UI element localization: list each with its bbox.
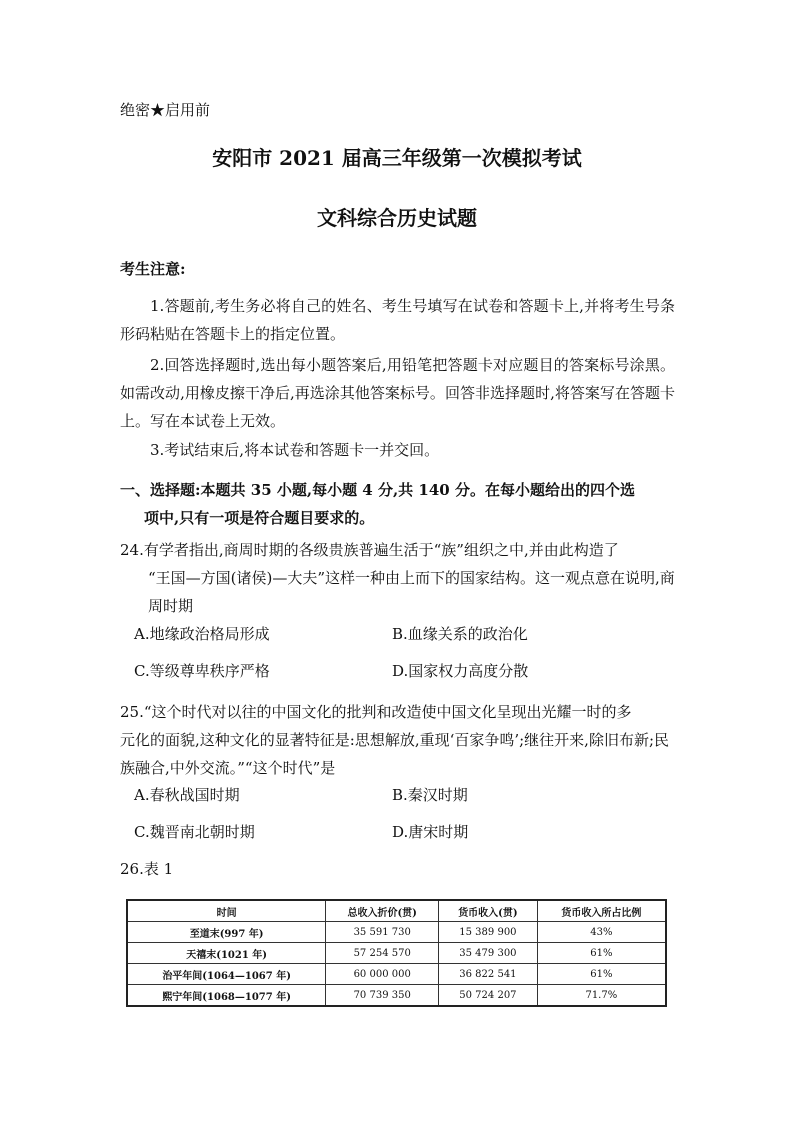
question-25-first-line bbox=[120, 698, 680, 726]
exam-subtitle: 文科综合历史试题 bbox=[317, 206, 477, 230]
question-24-number: 24. bbox=[120, 541, 144, 559]
table-header: 货币收入(贯) bbox=[439, 900, 538, 922]
notice-item-2: 2.回答选择题时,选出每小题答案后,用铅笔把答题卡对应题目的答案标号涂黑。如需改动,用橡皮擦干净后,再选涂其他答案标号。回答非选择题时,将答案写在答题卡上。写在本试卷上无效。 bbox=[120, 356, 675, 430]
table-cell: 61% bbox=[537, 964, 666, 985]
table-cell: 43% bbox=[537, 922, 666, 943]
notice-item-3: 3.考试结束后,将本试卷和答题卡一并交回。 bbox=[150, 441, 440, 459]
question-24-option-d[interactable]: D.国家权力高度分散 bbox=[392, 662, 529, 680]
table-cell: 35 479 300 bbox=[439, 943, 538, 964]
table-row bbox=[127, 985, 666, 1007]
table-row bbox=[127, 922, 666, 943]
table-cell: 50 724 207 bbox=[439, 985, 538, 1007]
question-25-stem-first: “这个时代对以往的中国文化的批判和改造使中国文化呈现出光耀一时的多 bbox=[143, 703, 632, 721]
notice-item-1: 1.答题前,考生务必将自己的姓名、考生号填写在试卷和答题卡上,并将考生号条形码粘贴在答题卡上的指定位置。 bbox=[120, 297, 675, 343]
table-cell: 61% bbox=[537, 943, 666, 964]
table-cell: 至道末(997 年) bbox=[127, 922, 326, 943]
question-24-option-a[interactable]: A.地缘政治格局形成 bbox=[134, 625, 270, 643]
table-cell: 57 254 570 bbox=[326, 943, 439, 964]
table-cell: 35 591 730 bbox=[326, 922, 439, 943]
question-24-stem-rest: “王国—方国(诸侯)—大夫”这样一种由上而下的国家结构。这一观点意在说明,商周时期 bbox=[148, 569, 675, 615]
table-cell: 70 739 350 bbox=[326, 985, 439, 1007]
question-25-option-a[interactable]: A.春秋战国时期 bbox=[134, 786, 240, 804]
question-24-stem-first: 有学者指出,商周时期的各级贵族普遍生活于“族”组织之中,并由此构造了 bbox=[143, 541, 619, 559]
notice-heading: 考生注意: bbox=[120, 260, 186, 278]
question-24-first-line bbox=[120, 536, 680, 564]
table-row bbox=[127, 943, 666, 964]
exam-title: 安阳市 2021 届高三年级第一次模拟考试 bbox=[212, 146, 582, 170]
table-header: 货币收入所占比例 bbox=[537, 900, 666, 922]
section-line-2: 项中,只有一项是符合题目要求的。 bbox=[144, 509, 375, 527]
question-25-option-b[interactable]: B.秦汉时期 bbox=[392, 786, 468, 804]
question-25-option-d[interactable]: D.唐宋时期 bbox=[392, 823, 469, 841]
table-header-row bbox=[127, 900, 666, 922]
question-24-option-b[interactable]: B.血缘关系的政治化 bbox=[392, 625, 528, 643]
table-cell: 天禧末(1021 年) bbox=[127, 943, 326, 964]
table-cell: 71.7% bbox=[537, 985, 666, 1007]
table-cell: 60 000 000 bbox=[326, 964, 439, 985]
table-cell: 15 389 900 bbox=[439, 922, 538, 943]
question-26 bbox=[120, 859, 173, 879]
question-24 bbox=[120, 536, 680, 620]
question-25-stem-rest: 元化的面貌,这种文化的显著特征是:思想解放,重现‘百家争鸣’;继往开来,除旧布新;民族融合,中外交流。”“这个时代”是 bbox=[120, 731, 670, 777]
table-cell: 熙宁年间(1068—1077 年) bbox=[127, 985, 326, 1007]
table-header: 总收入折价(贯) bbox=[326, 900, 439, 922]
table-header: 时间 bbox=[127, 900, 326, 922]
table-cell: 36 822 541 bbox=[439, 964, 538, 985]
section-instructions bbox=[120, 476, 680, 532]
question-26-stem: 表 1 bbox=[143, 860, 174, 878]
question-24-option-c[interactable]: C.等级尊卑秩序严格 bbox=[134, 662, 270, 680]
table-cell: 治平年间(1064—1067 年) bbox=[127, 964, 326, 985]
question-25 bbox=[120, 698, 680, 782]
question-25-number: 25. bbox=[120, 703, 144, 721]
section-line-1: 一、选择题:本题共 35 小题,每小题 4 分,共 140 分。在每小题给出的四个选 bbox=[120, 481, 635, 499]
revenue-table bbox=[126, 899, 667, 1007]
question-25-option-c[interactable]: C.魏晋南北朝时期 bbox=[134, 823, 255, 841]
question-26-number: 26. bbox=[120, 860, 144, 878]
confidential-mark: 绝密★启用前 bbox=[120, 101, 211, 119]
table-row bbox=[127, 964, 666, 985]
